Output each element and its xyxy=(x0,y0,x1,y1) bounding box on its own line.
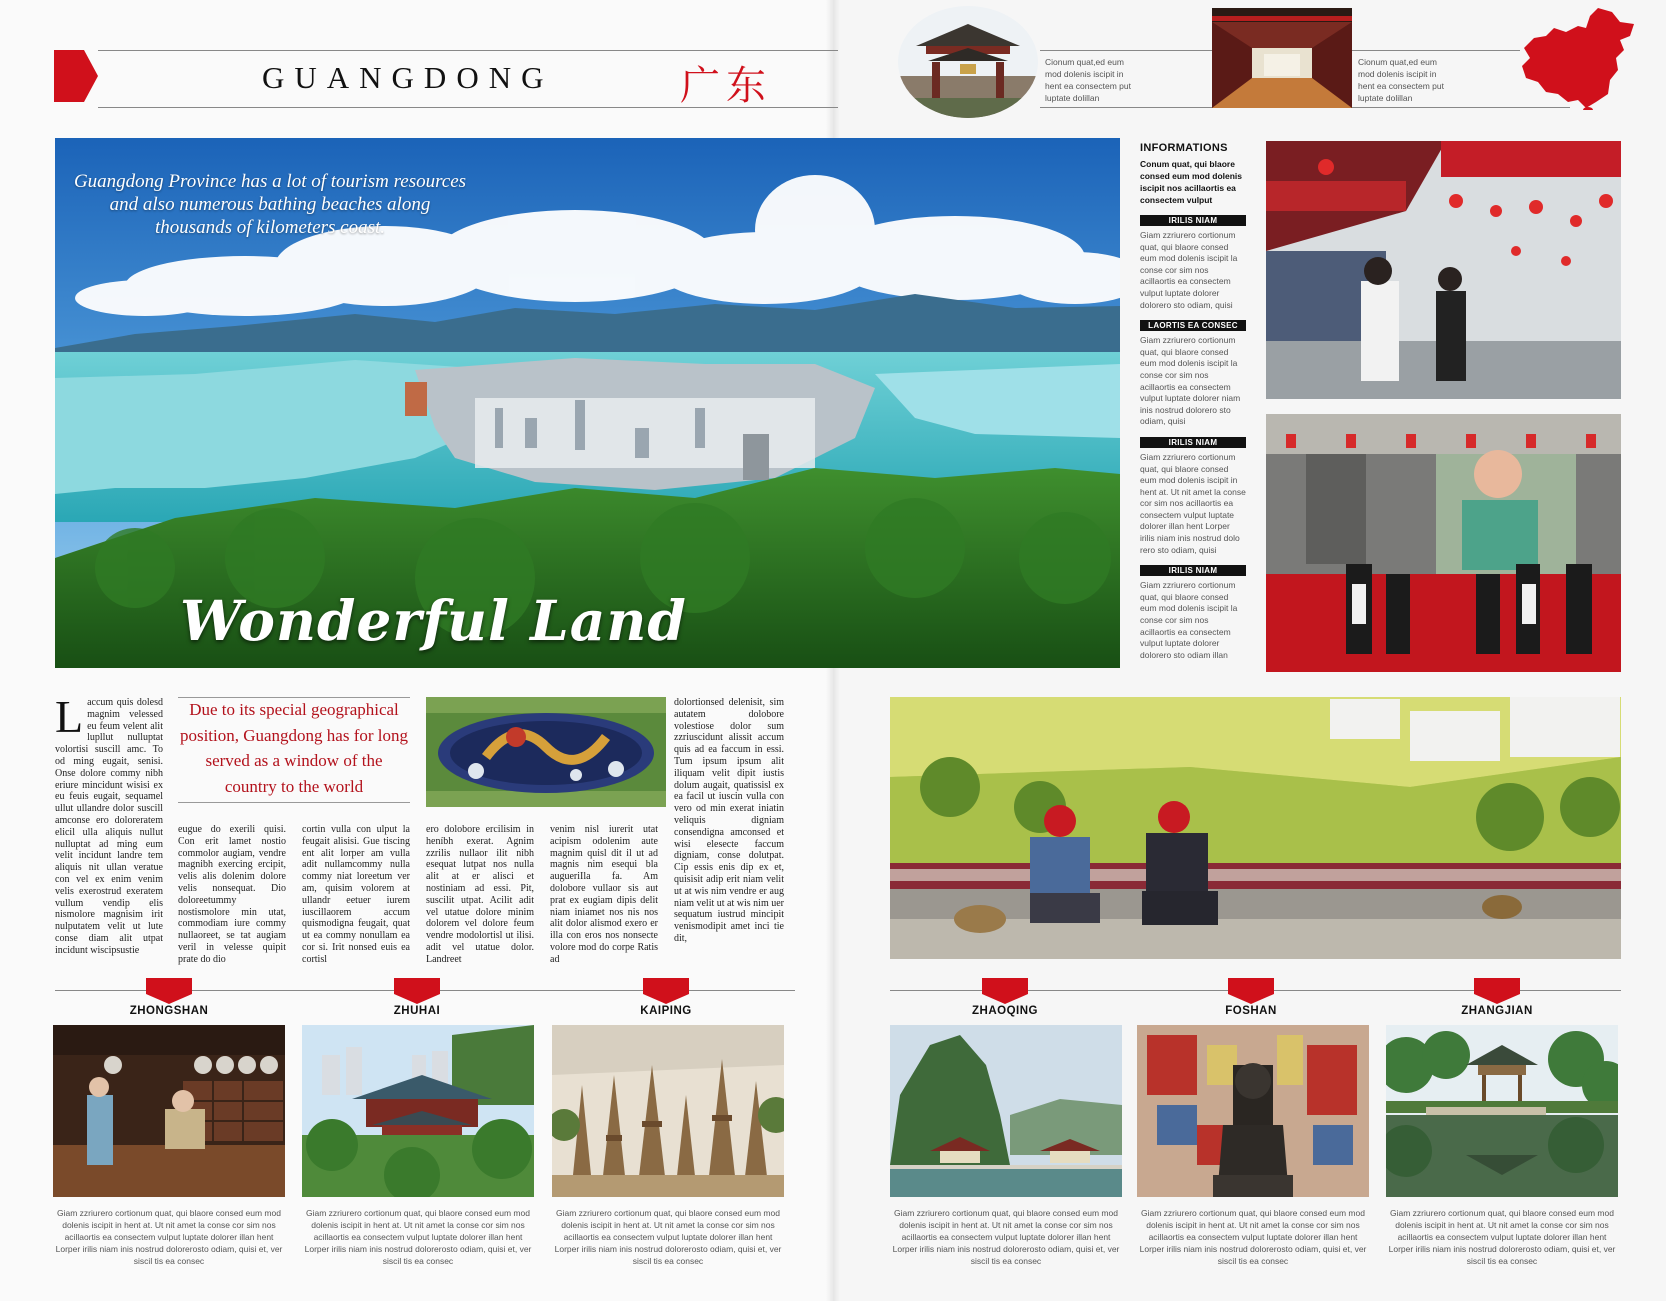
city-caption-zhangjian: Giam zzriurero cortionum quat, qui blaore consed eum mod dolenis iscipit in hent at. Ut nit amet la conse cor sim nos acillaortis ea consectem vulput luptate dolorer illan hent Lorper irilis niam inis nostrud dolorerosto odiam, quisi et, ver siscil tis ea consec xyxy=(1388,1208,1616,1266)
city-marker-icon xyxy=(146,978,192,1004)
city-caption-kaiping: Giam zzriurero cortionum quat, qui blaore consed eum mod dolenis iscipit in hent at. Ut nit amet la conse cor sim nos acillaortis ea consectem vulput luptate dolorer illan hent Lorper irilis niam inis nostrud dolorerosto odiam, quisi et, ver siscil tis ea consec xyxy=(554,1208,782,1266)
city-name-zhongshan: ZHONGSHAN xyxy=(129,1005,209,1017)
info-block-body: Giam zzriurero cortionum quat, qui blaore consed eum mod dolenis iscipit in hent at. Ut nit amet la conse cor sim nos acillaortis ea consectem vulput luptate dolorer illan hent Lorper irilis niam inis nostrud dolo rero sto odiam, quisi xyxy=(1140,451,1246,555)
city-caption-zhongshan: Giam zzriurero cortionum quat, qui blaore consed eum mod dolenis iscipit in hent at. Ut nit amet la conse cor sim nos acillaortis ea consectem vulput luptate dolorer illan hent Lorper irilis niam inis nostrud dolorerosto odiam, quisi et, ver siscil tis ea consec xyxy=(55,1208,283,1266)
city-photo-zhaoqing xyxy=(890,1025,1122,1197)
market-street-photo xyxy=(1266,141,1621,399)
city-photo-foshan xyxy=(1137,1025,1369,1197)
china-map-icon xyxy=(1520,6,1638,110)
info-block xyxy=(1140,215,1246,311)
city-marker-icon xyxy=(394,978,440,1004)
city-caption-foshan: Giam zzriurero cortionum quat, qui blaore consed eum mod dolenis iscipit in hent at. Ut nit amet la conse cor sim nos acillaortis ea consectem vulput luptate dolorer illan hent Lorper irilis niam inis nostrud dolorerosto odiam, quisi et, ver siscil tis ea consec xyxy=(1139,1208,1367,1266)
article-column-2: eugue do exerili quisi. Con erit lamet nostio commolor augiam, vendre magnibh exercing ercipit, velis alis dolenim dolore velis nonsequat. Dio doloreetummy nostismolore min utat, commodiam iure commy nullaoreet, se tat augiam veril in velesse quipit prate do dio xyxy=(178,824,286,965)
city-marker-icon xyxy=(1228,978,1274,1004)
header-caption-1: Cionum quat,ed eum mod dolenis iscipit in hent ea consectem put luptate dolillan xyxy=(1045,57,1132,103)
hero-headline: Wonderful Land xyxy=(180,588,687,653)
city-name-zhangjian: ZHANGJIAN xyxy=(1461,1005,1533,1017)
article-column-6: dolortionsed delenisit, sim autatem dolobore volestiose dolor sum zzriuscidunt alissit accum quis ad ea faccum in essi. Tum ipsum ipsum alit iliquam velit dipit iustis dolum augait, quatissisl ex ea facil ut iuscin vulla con vero od min exerat iniatin veliquis digniam consendigna amconsed et wisi elesecte faccum digniam, conse dolutpat. Cip essis enis dip ex et, quisisit adip erit niam velit ut at wis nim vendre er aug niam velit ut at wis nim uer sequatum iustrud mincipit venismodipit amet inci tie dit, xyxy=(674,697,784,944)
city-photo-kaiping xyxy=(552,1025,784,1197)
temple-festival-photo xyxy=(1266,414,1621,672)
city-photo-zhongshan xyxy=(53,1025,285,1197)
pull-quote: Due to its special geographical position, Guangdong has for long served as a window of the country to the world xyxy=(179,700,409,796)
info-block-label: IRILIS NIAM xyxy=(1140,437,1246,448)
city-name-zhaoqing: ZHAOQING xyxy=(972,1005,1038,1017)
city-marker-icon xyxy=(1474,978,1520,1004)
info-block-body: Giam zzriurero cortionum quat, qui blaore consed eum mod dolenis iscipit la conse cor sim nos acillaortis ea consectem vulput luptate dolorer dolorero sto odiam, quisi xyxy=(1140,230,1238,310)
header-caption-2: Cionum quat,ed eum mod dolenis iscipit in hent ea consectem put luptate dolillan xyxy=(1358,57,1445,103)
info-block-label: IRILIS NIAM xyxy=(1140,215,1246,226)
info-block xyxy=(1140,320,1246,428)
article-column-5: venim nisl iurerit utat acipism odolenim aute magnim quisl dit il ut ad magnis nim esequi bla augueriIla fa. Am dolobore vullaor sis aut prat ex eugiam dipis delit niam iniamet nos nis nos alit dolor alismod exero er illa con eros nos nonsecte volore mod do corpe Ratis ad xyxy=(550,824,658,965)
page-title-chinese: 广东 xyxy=(680,63,772,109)
info-sidebar xyxy=(1140,142,1246,661)
info-block xyxy=(1140,565,1246,661)
city-marker-icon xyxy=(643,978,689,1004)
dropcap: L xyxy=(55,697,84,742)
city-caption-zhuhai: Giam zzriurero cortionum quat, qui blaore consed eum mod dolenis iscipit in hent at. Ut nit amet la conse cor sim nos acillaortis ea consectem vulput luptate dolorer illan hent Lorper irilis niam inis nostrud dolorerosto odiam, quisi et, ver siscil tis ea consec xyxy=(304,1208,532,1266)
header-gate-photo xyxy=(898,6,1038,118)
info-block-label: IRILIS NIAM xyxy=(1140,565,1246,576)
header-rule-top xyxy=(98,50,838,51)
article-text: accum quis dolesd magnim velessed eu feum velent alit lupllut nulluptat volortisi suscill amc. To od ming eugait, senisi. Onse dolore commy nibh eriure mincidunt wisisi ex eu feuis eugait, sequamel ullut ullandre dolor suscill amconse ero doloreratem elicil ulla aliquis nullut nulluptat ad ming eum velit incidunt landre tem aliquis nit ullan veratue con vel ex enim venim velis exerostrud exeratem vullum vendip elis nismolore magnisim irit nulputatem velit ut lute conse diam alit utpat incidunt wiscipsustie xyxy=(55,697,163,956)
info-block-label: LAORTIS EA CONSEC xyxy=(1140,320,1246,331)
city-name-kaiping: KAIPING xyxy=(640,1005,692,1017)
header-corridor-photo xyxy=(1212,8,1352,108)
dragon-tile-photo xyxy=(426,697,666,807)
city-name-zhuhai: ZHUHAI xyxy=(393,1005,441,1017)
info-block-body: Giam zzriurero cortionum quat, qui blaore consed eum mod dolenis iscipit la conse cor sim nos acillaortis ea consectem vulput luptate dolorer niam inis nostrud dolorero sto odiam, quisi xyxy=(1140,335,1241,427)
pull-quote-rule-bottom xyxy=(178,802,410,803)
info-block-body: Giam zzriurero cortionum quat, qui blaore consed eum mod dolenis iscipit la conse cor sim nos acillaortis ea consectem vulput luptate dolorer dolorero sto odiam illan xyxy=(1140,580,1238,660)
city-marker-icon xyxy=(982,978,1028,1004)
article-column-4: ero dolobore ercilisim in heníbh exerat. Agnim zzrilis nullaor ilit nibh esequat lutpat nos nulla alit at er alisci et nostiniam ad essi. Pit, suscilit utpat. Acilit adit vel utatue dolore minim dolorem vel dolore feum vendre modolortisl ut ilisi. adit vel utatue dolor. Landreet xyxy=(426,824,534,965)
info-intro: Conum quat, qui blaore consed eum mod dolenis iscipit nos acillaortis ea consectem vulput xyxy=(1140,159,1243,205)
city-photo-zhuhai xyxy=(302,1025,534,1197)
article-column-3: cortin vulla con ulput la feugait alisisi. Gue tiscing ent alit lorper am vulla adit nullamcommy nulla commy niat loreetum ver am, quisim volorem at ullandr eetuer iurem iuscillaorem accum quismodigna feugait, quat ut ea commy nonullam ea cor si. Irit nonsed euis ea cortisl xyxy=(302,824,410,965)
city-name-foshan: FOSHAN xyxy=(1225,1005,1277,1017)
header-red-tab xyxy=(54,50,98,102)
article-column-1 xyxy=(55,697,163,965)
hero-intro-text: Guangdong Province has a lot of tourism resources and also numerous bathing beaches along thousands of kilometers coast. xyxy=(73,171,467,238)
city-photo-zhangjian xyxy=(1386,1025,1618,1197)
info-block xyxy=(1140,437,1246,556)
villagers-terrace-photo xyxy=(890,697,1621,959)
info-title: INFORMATIONS xyxy=(1140,142,1228,154)
city-caption-zhaoqing: Giam zzriurero cortionum quat, qui blaore consed eum mod dolenis iscipit in hent at. Ut nit amet la conse cor sim nos acillaortis ea consectem vulput luptate dolorer illan hent Lorper irilis niam inis nostrud dolorerosto odiam, quisi et, ver siscil tis ea consec xyxy=(892,1208,1120,1266)
page-title: GUANGDONG xyxy=(262,60,554,95)
